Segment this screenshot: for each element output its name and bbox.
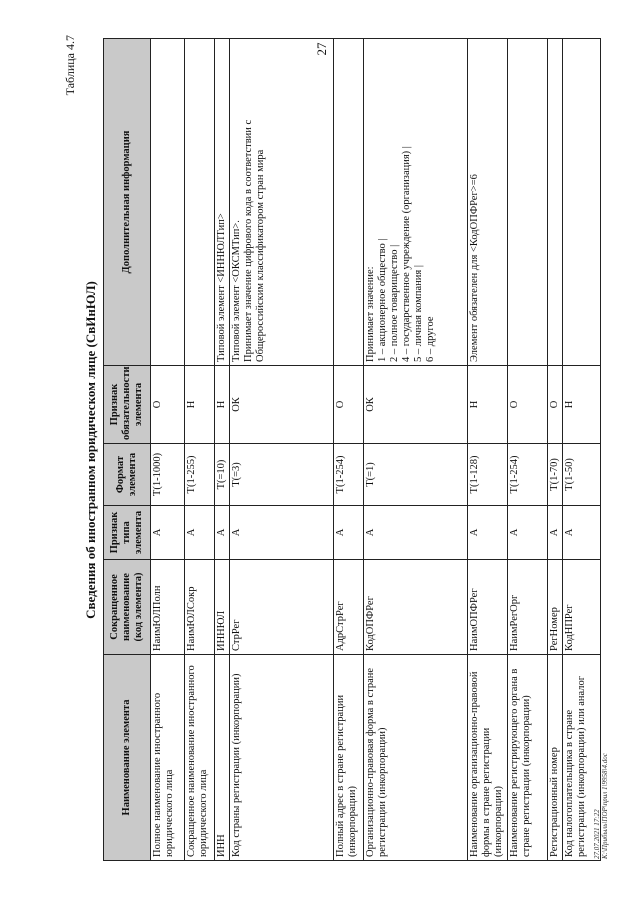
cell-additional-info: Типовой элемент <ОКСМТип>. Принимает значение цифрового кода в соответствии с Общероссийским классификатором стран мира: [230, 39, 334, 366]
cell-additional-info: Принимает значение: 1 – акционерное общество | 2 – полное товарищество | 4 – государственное учреждение (организация) | 5 – личная компания | 6 – другое: [364, 39, 468, 366]
cell-type: А: [185, 506, 215, 560]
cell-type: А: [508, 506, 548, 560]
cell-format: T(1-254): [334, 444, 364, 506]
cell-required: О: [334, 366, 364, 444]
cell-required: О: [151, 366, 185, 444]
cell-additional-info: [334, 39, 364, 366]
table-row: [364, 39, 468, 861]
table-row: [508, 39, 548, 861]
cell-short-name: ИННЮЛ: [215, 560, 230, 655]
file-footer: [593, 753, 609, 859]
cell-additional-info: [548, 39, 563, 366]
table-row: [334, 39, 364, 861]
table-row: [468, 39, 508, 861]
header-required: Признак обязательности элемента: [104, 366, 151, 444]
cell-short-name: СтрРег: [230, 560, 334, 655]
cell-short-name: НаимОПФРег: [468, 560, 508, 655]
cell-short-name: НаимЮЛСокр: [185, 560, 215, 655]
cell-format: T(1-255): [185, 444, 215, 506]
cell-additional-info: [151, 39, 185, 366]
cell-element-name: ИНН: [215, 655, 230, 861]
header-element-name: Наименование элемента: [104, 655, 151, 861]
cell-short-name: КодНПРег: [563, 560, 601, 655]
cell-format: T(1-50): [563, 444, 601, 506]
table-row: [185, 39, 215, 861]
cell-type: А: [364, 506, 468, 560]
cell-short-name: КодОПФРег: [364, 560, 468, 655]
header-format: Формат элемента: [104, 444, 151, 506]
cell-additional-info: [563, 39, 601, 366]
header-additional-info: Дополнительная информация: [104, 39, 151, 366]
table-row: [230, 39, 334, 861]
rotated-page-content: [55, 35, 615, 865]
cell-type: А: [151, 506, 185, 560]
cell-element-name: Наименование регистрирующего органа в стране регистрации (инкорпорации): [508, 655, 548, 861]
cell-additional-info: Типовой элемент <ИННЮЛТип>: [215, 39, 230, 366]
cell-required: О: [548, 366, 563, 444]
cell-additional-info: [185, 39, 215, 366]
elements-table: [103, 38, 601, 861]
cell-element-name: Код налогоплательщика в стране регистрации (инкорпорации) или аналог: [563, 655, 601, 861]
cell-additional-info: Элемент обязателен для <КодОПФРег>=6: [468, 39, 508, 366]
cell-required: Н: [185, 366, 215, 444]
header-type: Признак типа элемента: [104, 506, 151, 560]
cell-format: T(=1): [364, 444, 468, 506]
cell-required: Н: [563, 366, 601, 444]
cell-short-name: РегНомер: [548, 560, 563, 655]
cell-element-name: Регистрационный номер: [548, 655, 563, 861]
cell-format: T(1-254): [508, 444, 548, 506]
cell-required: О: [508, 366, 548, 444]
cell-type: А: [548, 506, 563, 560]
header-short-name: Сокращенное наименование (код элемента): [104, 560, 151, 655]
table-title: Сведения об иностранном юридическом лице (СвИнЮЛ): [83, 281, 98, 619]
footer-timestamp: 27.07.2021 17:22: [593, 809, 601, 859]
cell-required: Н: [468, 366, 508, 444]
cell-format: T(1-128): [468, 444, 508, 506]
table-row: [215, 39, 230, 861]
table-row: [151, 39, 185, 861]
cell-format: T(=3): [230, 444, 334, 506]
cell-element-name: Полный адрес в стране регистрации (инкорпорации): [334, 655, 364, 861]
cell-required: ОК: [230, 366, 334, 444]
cell-short-name: АдрСтрРег: [334, 560, 364, 655]
cell-element-name: Полное наименование иностранного юридического лица: [151, 655, 185, 861]
cell-required: ОК: [364, 366, 468, 444]
cell-type: А: [334, 506, 364, 560]
footer-file-path: К:\Прибыль\ПОР\прил 1\9958\4.doc: [601, 753, 609, 859]
cell-element-name: Наименование организационно-правовой формы в стране регистрации (инкорпорации): [468, 655, 508, 861]
page-number: 27: [314, 42, 329, 56]
cell-short-name: НаимЮЛПолн: [151, 560, 185, 655]
cell-type: А: [563, 506, 601, 560]
cell-element-name: Сокращенное наименование иностранного юридического лица: [185, 655, 215, 861]
table-row: [563, 39, 601, 861]
cell-type: А: [215, 506, 230, 560]
cell-short-name: НаимРегОрг: [508, 560, 548, 655]
cell-type: А: [468, 506, 508, 560]
cell-required: Н: [215, 366, 230, 444]
cell-format: T(1-1000): [151, 444, 185, 506]
table-row: [548, 39, 563, 861]
cell-additional-info: [508, 39, 548, 366]
cell-element-name: Организационно-правовая форма в стране регистрации (инкорпорации): [364, 655, 468, 861]
cell-format: T(=10): [215, 444, 230, 506]
cell-element-name: Код страны регистрации (инкорпорации): [230, 655, 334, 861]
cell-format: T(1-70): [548, 444, 563, 506]
table-caption: Таблица 4.7: [63, 35, 77, 96]
table-header-row: [104, 39, 151, 861]
cell-type: А: [230, 506, 334, 560]
